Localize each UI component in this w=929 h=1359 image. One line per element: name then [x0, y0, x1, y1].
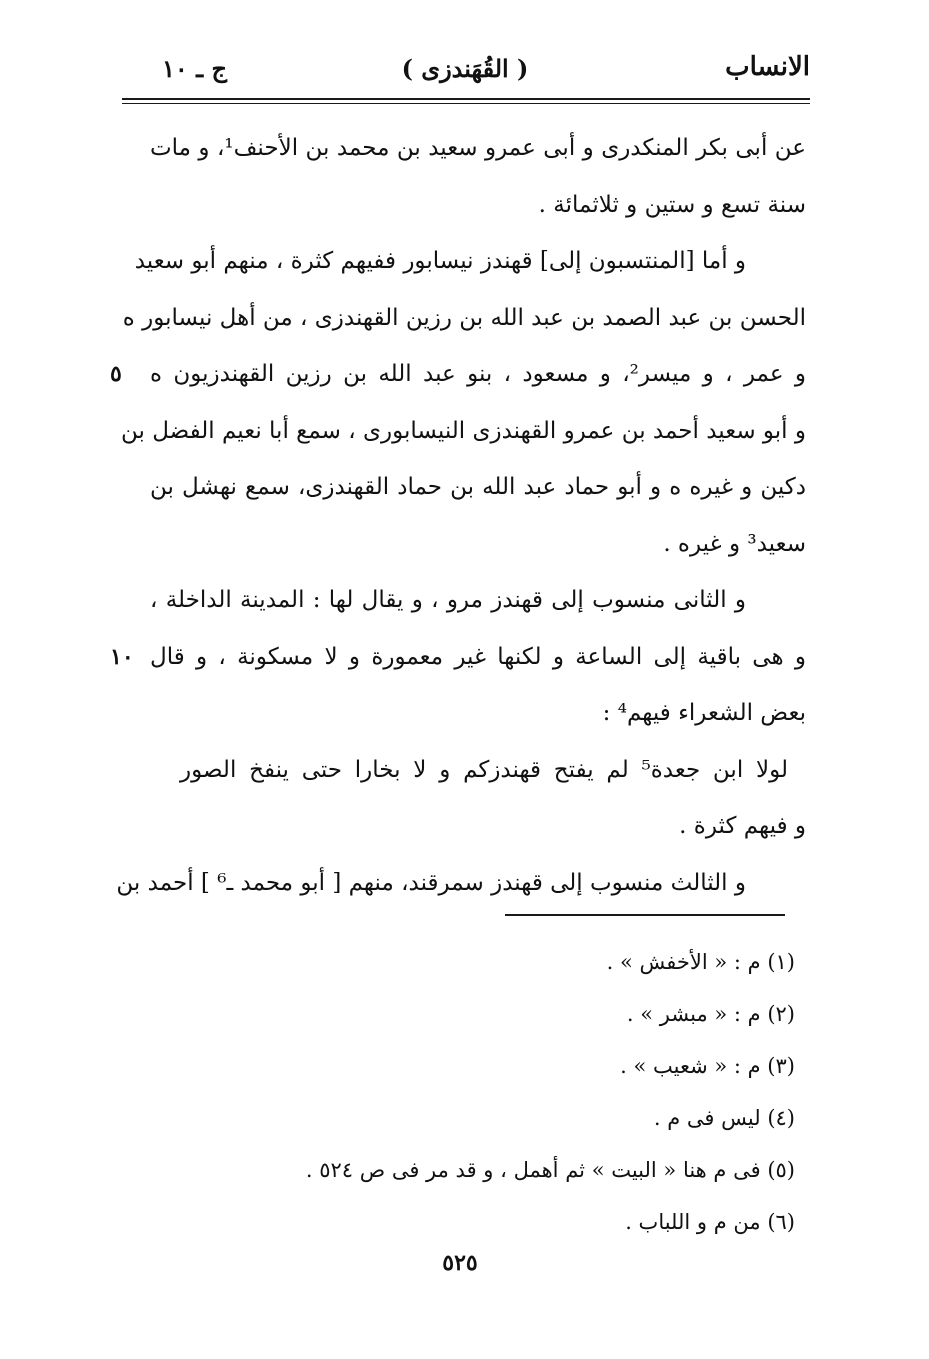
footnote: (٥) فی م هنا « البیت » ثم أهمل ، و قد مر فی ص ٥٢٤ .	[305, 1158, 795, 1182]
text-line: و هی باقیة إلی الساعة و لکنها غیر معمورة و لا مسکونة ، و قال ١٠	[150, 629, 806, 686]
text-line: و عمر ، و میسر²، و مسعود ، بنو عبد الله بن رزین القهندزیون ه ٥	[150, 346, 806, 403]
text-line: سعید³ و غیره .	[663, 530, 806, 557]
footnote: (٤) لیس فی م .	[653, 1106, 795, 1130]
footnotes	[250, 936, 795, 1248]
header-volume: ج ـ ١٠	[162, 54, 228, 83]
text-line: و الثالث منسوب إلی قهندز سمرقند، منهم [ أبو محمد ـ⁶ ] أحمد بن	[116, 869, 746, 896]
footnote-rule	[505, 914, 785, 916]
header-rule-thin	[122, 103, 810, 104]
text-line: و فیهم کثرة .	[679, 813, 806, 839]
header-entry-title: ( القُهَندزی )	[401, 54, 529, 83]
header-book-title: الانساب	[725, 52, 810, 82]
text-line: سنة تسع و ستین و ثلاثمائة .	[538, 191, 806, 218]
text-line: عن أبی بکر المنکدری و أبی عمرو سعید بن محمد بن الأحنف¹، و مات	[150, 135, 806, 161]
text-line: بعض الشعراء فیهم⁴ :	[602, 700, 806, 726]
line-number-marker: ١٠	[110, 643, 134, 670]
footnote: (٣) م : « شعیب » .	[620, 1054, 795, 1078]
main-text	[110, 120, 807, 911]
footnote: (١) م : « الأخفش » .	[606, 950, 795, 974]
page-number: ٥٢٥	[442, 1250, 478, 1276]
text-line: و أبو سعید أحمد بن عمرو القهندزی النیسابوری ، سمع أبا نعیم الفضل بن	[121, 417, 806, 444]
footnote: (٦) من م و اللباب .	[625, 1210, 795, 1234]
running-header	[120, 52, 810, 96]
text-line: الحسن بن عبد الصمد بن عبد الله بن رزین القهندزی ، من أهل نیسابور ه	[122, 304, 806, 331]
header-rule	[122, 98, 810, 100]
verse-line: لولا ابن جعدة⁵ لم یفتح قهندزکم و لا بخارا حتی ینفخ الصور	[180, 756, 788, 783]
footnote: (٢) م : « مبشر » .	[626, 1002, 795, 1026]
text-line: و الثانی منسوب إلی قهندز مرو ، و یقال لها : المدینة الداخلة ،	[150, 587, 746, 613]
text-line: دکین و غیره ه و أبو حماد عبد الله بن حماد القهندزی، سمع نهشل بن	[150, 474, 806, 500]
text-line: و أما [المنتسبون إلی] قهندز نیسابور ففیهم کثرة ، منهم أبو سعید	[134, 248, 746, 274]
line-number-marker: ٥	[110, 361, 122, 387]
